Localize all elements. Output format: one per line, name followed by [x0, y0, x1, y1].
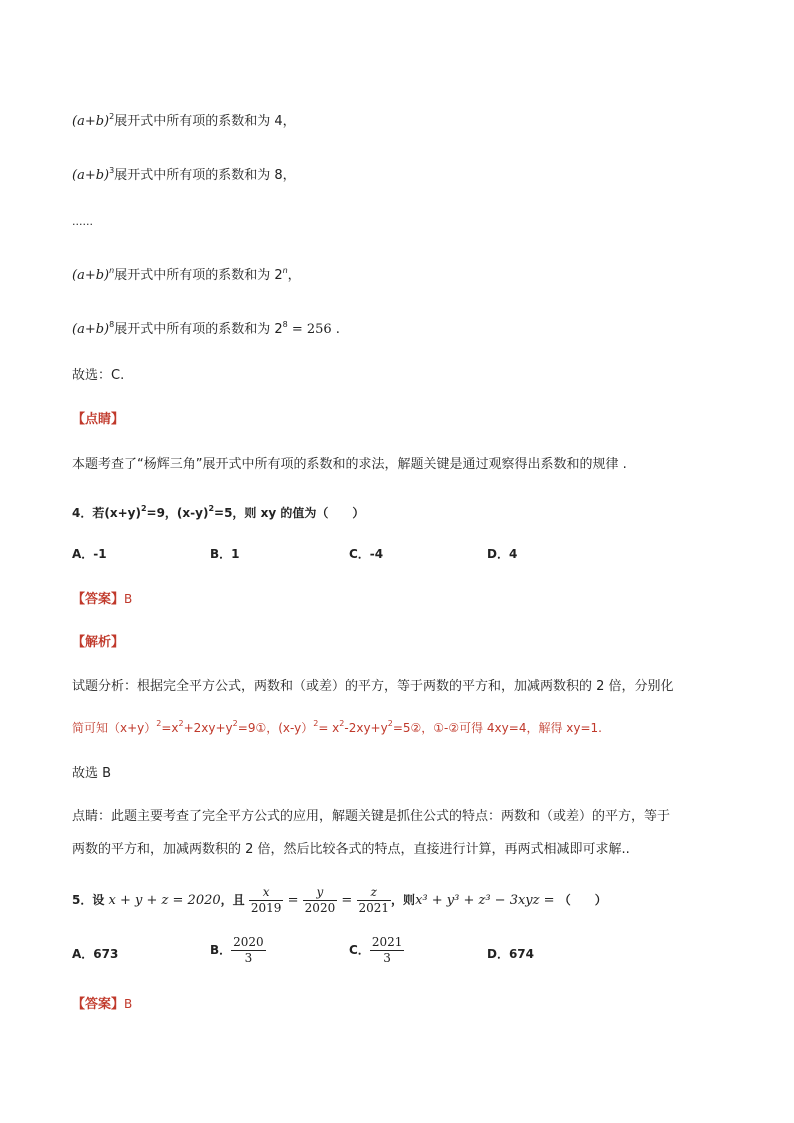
q5-stem: 5．设 x + y + z = 2020，且 $\frac{x}{2019}$ = $\frac{y}{2020}$ = $\frac{z}{2021}$ ，则x³ + y³ + z³ − 3xyz = （ ）	[72, 885, 607, 915]
q4-comment-line-1: 点睛：此题主要考查了完全平方公式的应用，解题关键是抓住公式的特点：两数和（或差）的平方，等于	[72, 809, 671, 824]
q4-analysis-label: 【解析】	[72, 635, 125, 650]
fraction-x-2019: $\frac{x}{2019}$	[250, 885, 282, 915]
q4-answer: 【答案】B	[72, 592, 133, 607]
q4-choice: 故选 B	[72, 766, 112, 781]
q4-option-c: C．-4	[349, 547, 384, 561]
q5-option-b: B． $\frac{2020}{3}$	[210, 935, 264, 965]
ellipsis: ......	[72, 215, 93, 228]
coef-sum-line-3: $(a+b)^3$展开式中所有项的系数和为 8，	[72, 166, 296, 183]
q4-comment-line-2: 两数的平方和，加减两数积的 2 倍，然后比较各式的特点，直接进行计算，再两式相减即可求解..	[72, 842, 630, 857]
q3-choice: 故选：C.	[72, 368, 125, 383]
q4-option-a: A．-1	[72, 547, 107, 561]
fraction-z-2021: $\frac{z}{2021}$	[358, 885, 390, 915]
q5-option-a: A．673	[72, 947, 119, 961]
coef-sum-line-2: $(a+b)^2$展开式中所有项的系数和为 4，	[72, 112, 296, 129]
fraction-y-2020: $\frac{y}{2020}$	[304, 885, 336, 915]
binomial-expr: (a+b)	[72, 114, 110, 129]
q4-analysis-line-2: 简可知$(x+y)^2=x^2+2xy+y^2=9①$，$(x-y)^2= x^2-2xy+y^2=5②$，①-②可得 4xy=4，解得 xy=1.	[72, 719, 602, 735]
q5-option-d: D．674	[487, 947, 535, 961]
coef-sum-line-8: $(a+b)^8$展开式中所有项的系数和为 $2^8 = 256$ .	[72, 320, 340, 337]
coef-sum-line-n: $(a+b)^n$展开式中所有项的系数和为 2$^n$，	[72, 266, 301, 283]
q4-analysis-line-1: 试题分析：根据完全平方公式，两数和（或差）的平方，等于两数的平方和，加减两数积的 2 倍，分别化	[72, 679, 674, 694]
q4-option-b: B．1	[210, 547, 240, 561]
q3-dianjing-label: 【点睛】	[72, 412, 125, 427]
q4-option-d: D．4	[487, 547, 518, 561]
q4-stem: 4．若$(x+y)^2=9$，$(x-y)^2=5$，则 xy 的值为（ ）	[72, 504, 365, 520]
q5-option-c: C． $\frac{2021}{3}$	[349, 935, 403, 965]
q5-answer: 【答案】B	[72, 997, 133, 1012]
q3-dianjing-text: 本题考查了“杨辉三角”展开式中所有项的系数和的求法，解题关键是通过观察得出系数和的规律 .	[72, 457, 627, 472]
